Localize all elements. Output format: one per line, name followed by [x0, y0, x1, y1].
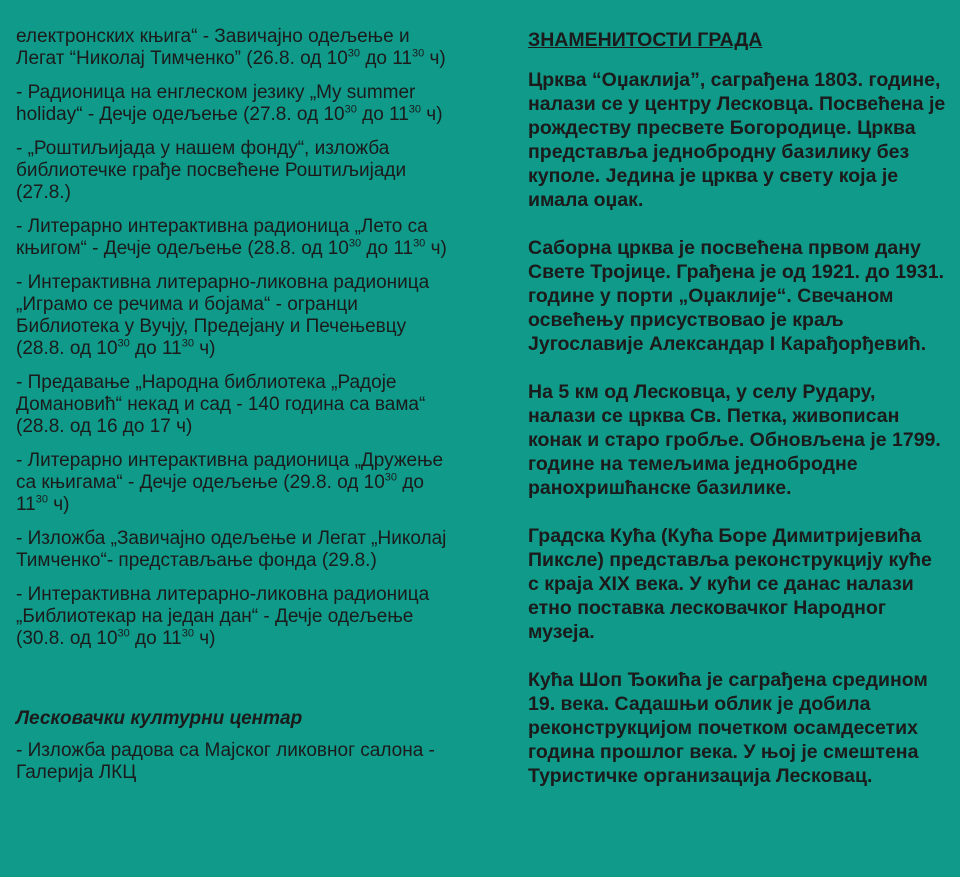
event-item: - Интерактивна литерарно-ликовна радионица „Библиотекар на један дан“ - Дечје одељење (30.8. од $10^{30}$ до $11^{30}$ ч)	[16, 584, 430, 649]
landmark-paragraph: Саборна црква је посвећена првом дану Свете Тројице. Грађена је од 1921. до 1931. године у порти „Оџаклије“. Свечаном освећењу присуствовао је краљ Југославије Александар I Карађорђевић.	[528, 237, 944, 355]
event-item: - Радионица на енглеском језику „My summer holiday“ - Дечје одељење (27.8. од $10^{30}$ до $11^{30}$ ч)	[16, 82, 443, 125]
event-item: електронских књига“ - Завичајно одељење и Легат “Николај Тимченко” (26.8. од $10^{30}$ до $11^{30}$ ч)	[16, 26, 446, 69]
events-column	[16, 26, 456, 796]
landmark-paragraph: На 5 км од Лесковца, у селу Рудару, налази се црква Св. Петка, живописан конак и старо гробље. Обновљена је 1799. године на темељима једнобродне ранохришћанске базилике.	[528, 381, 941, 499]
event-item: - Изложба „Завичајно одељење и Легат „Николај Тимченко“- представљање фонда (29.8.)	[16, 528, 447, 571]
event-item: - Литерарно интерактивна радионица „Дружење са књигама“ - Дечје одељење (29.8. од $10^{30}$ до $11^{30}$ ч)	[16, 450, 444, 515]
event-item: - Предавање „Народна библиотека „Радоје Домановић“ некад и сад - 140 година са вама“ (28.8. од 16 до 17 ч)	[16, 372, 426, 437]
landmark-paragraph: Црква “Оџаклија”, саграђена 1803. године, налази се у центру Лесковца. Посвећена је рождеству пресвете Богородице. Црква представља једнобродну базилику без куполе. Једина је црква у свету која је имала оџак.	[528, 69, 946, 211]
lkc-event-item: - Изложба радова са Мајског ликовног салона - Галерија ЛКЦ	[16, 740, 435, 783]
event-item: - „Роштиљијада у нашем фонду“, изложба библиотечке грађе посвећене Роштиљијади (27.8.)	[16, 138, 407, 203]
landmarks-title: ЗНАМЕНИТОСТИ ГРАДА	[528, 29, 763, 51]
event-item: - Интерактивна литерарно-ликовна радионица „Играмо се речима и бојама“ - огранци Библиотека у Вучју, Предејану и Печењевцу (28.8. од $10^{30}$ до $11^{30}$ ч)	[16, 272, 430, 359]
lkc-section-title: Лесковачки културни центар	[16, 708, 303, 729]
landmark-paragraph: Кућа Шоп Ђокића је саграђена средином 19. века. Садашњи облик је добила реконструкцијом почетком осамдесетих година прошлог века. У њој је смештена Туристичке организација Лесковац.	[528, 669, 928, 787]
event-item: - Литерарно интерактивна радионица „Лето са књигом“ - Дечје одељење (28.8. од $10^{30}$ до $11^{30}$ ч)	[16, 216, 447, 259]
landmarks-column	[528, 28, 948, 812]
landmark-paragraph: Градска Кућа (Кућа Боре Димитријевића Пиксле) представља реконструкцију куће с краја XIX века. У кући се данас налази етно поставка лесковачког Народног музеја.	[528, 525, 932, 643]
